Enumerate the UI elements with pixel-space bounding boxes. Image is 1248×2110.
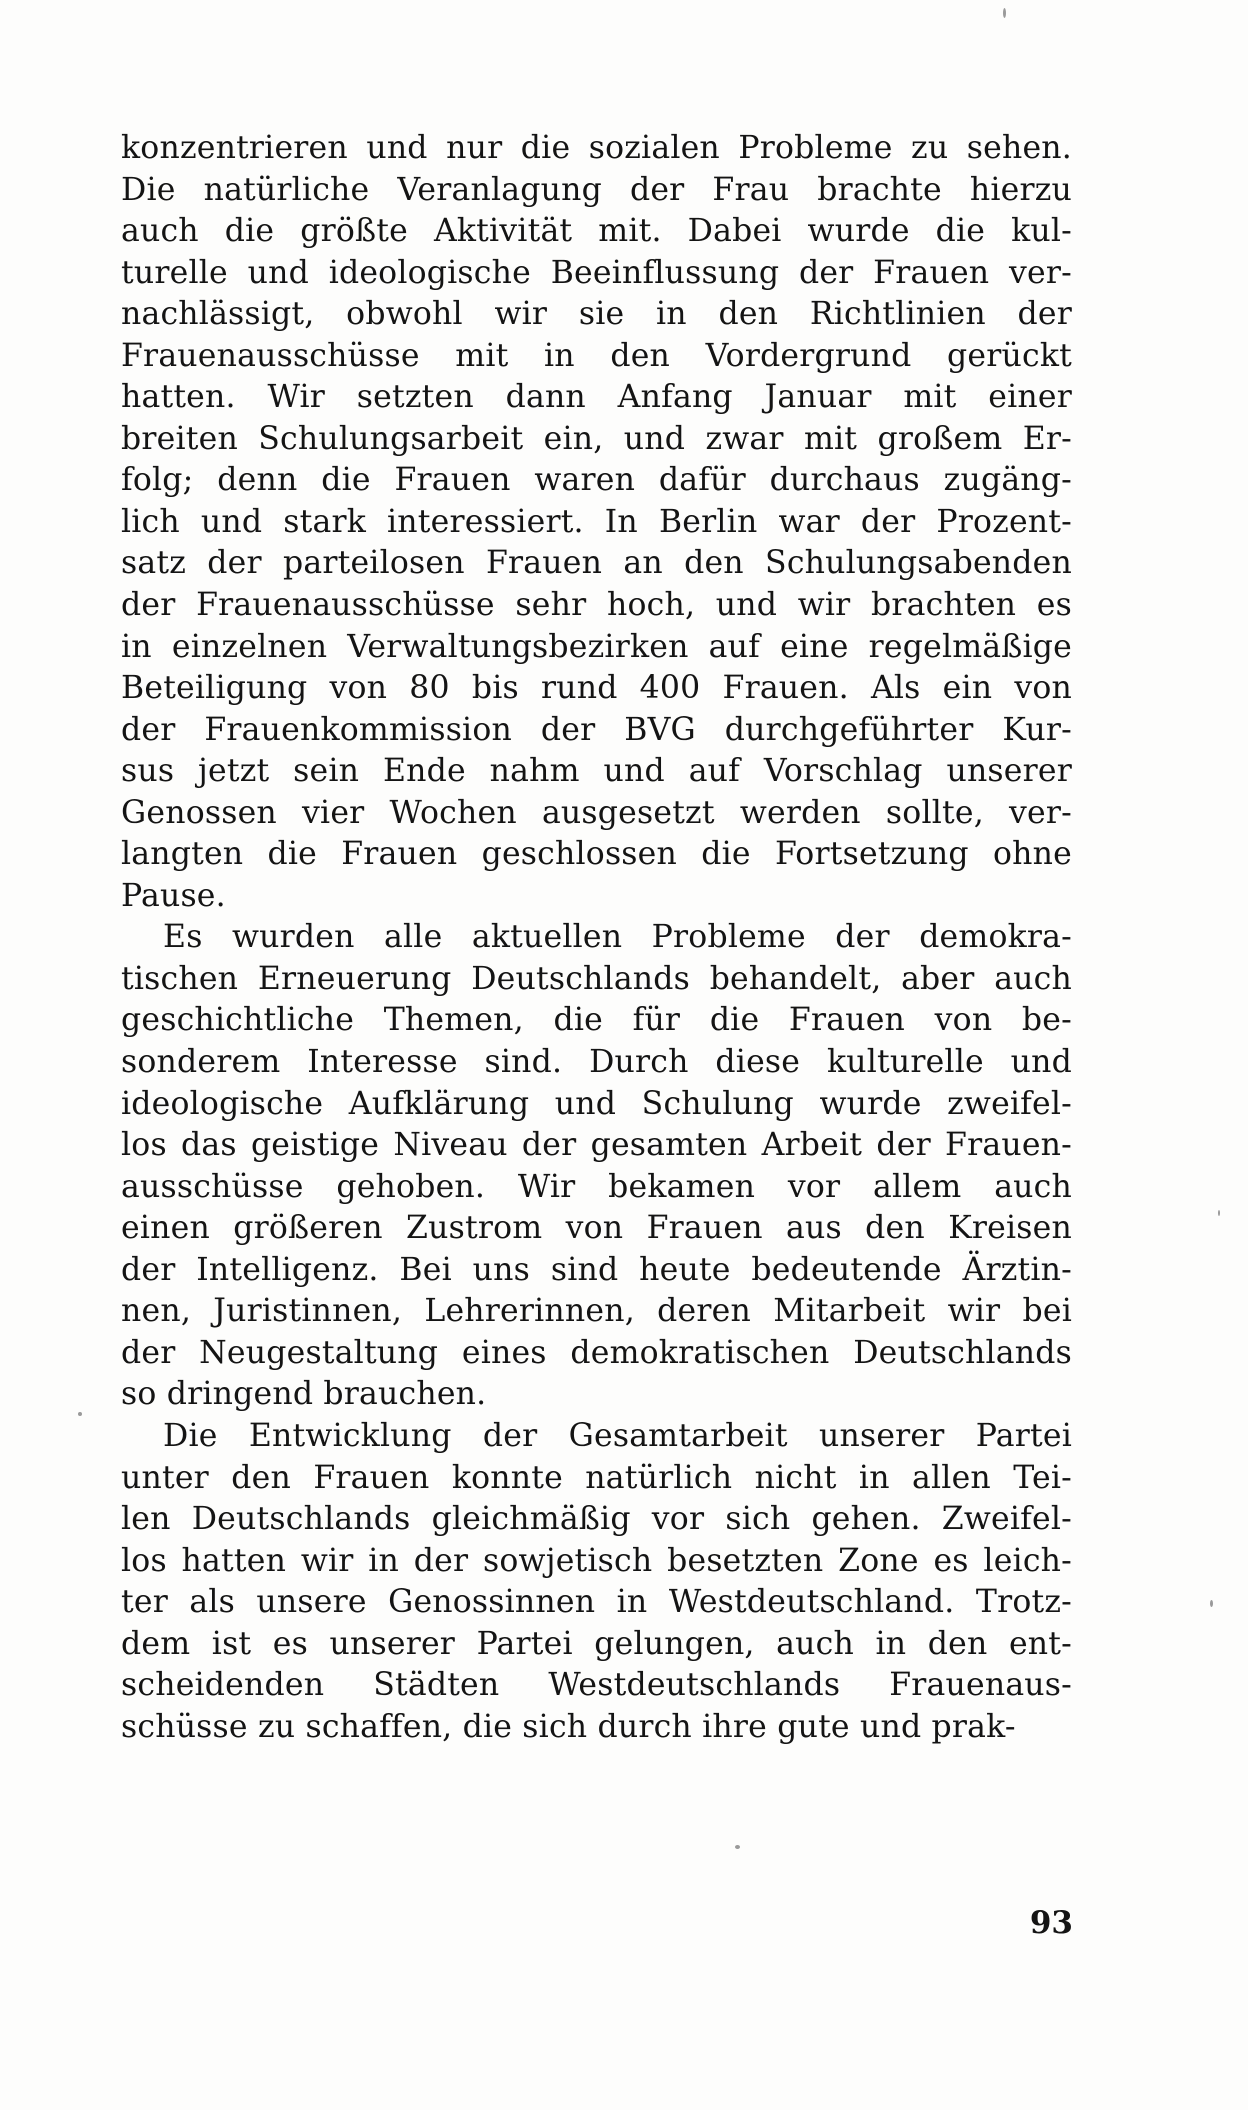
text-line: Beteiligung von 80 bis rund 400 Frauen. Als ein von — [121, 670, 1072, 707]
body-text — [121, 128, 1072, 1748]
text-line: scheidenden Städten Westdeutschlands Frauenaus- — [121, 1667, 1072, 1704]
text-line: Genossen vier Wochen ausgesetzt werden sollte, ver- — [121, 794, 1072, 831]
text-line: schüsse zu schaffen, die sich durch ihre gute und prak- — [121, 1708, 1016, 1745]
text-line: unter den Frauen konnte natürlich nicht in allen Tei- — [121, 1459, 1072, 1496]
scan-speck — [78, 1412, 82, 1416]
text-line: breiten Schulungsarbeit ein, und zwar mit großem Er- — [121, 420, 1072, 457]
text-line: dem ist es unserer Partei gelungen, auch in den ent- — [121, 1625, 1072, 1662]
text-line: ausschüsse gehoben. Wir bekamen vor allem auch — [121, 1168, 1072, 1205]
scan-speck — [1218, 1210, 1220, 1216]
text-line: ter als unsere Genossinnen in Westdeutschland. Trotz- — [121, 1584, 1072, 1621]
paragraph — [121, 128, 1072, 917]
text-line: los das geistige Niveau der gesamten Arbeit der Frauen- — [121, 1127, 1072, 1164]
text-line: hatten. Wir setzten dann Anfang Januar mit einer — [121, 379, 1072, 416]
text-line: der Frauenkommission der BVG durchgeführter Kur- — [121, 711, 1072, 748]
paragraph — [121, 1416, 1072, 1748]
text-line: Es wurden alle aktuellen Probleme der demokra- — [163, 919, 1072, 956]
text-line: konzentrieren und nur die sozialen Probleme zu sehen. — [121, 130, 1072, 166]
text-line: satz der parteilosen Frauen an den Schulungsabenden — [121, 545, 1072, 582]
text-line: in einzelnen Verwaltungsbezirken auf eine regelmäßige — [121, 628, 1072, 665]
text-line: sus jetzt sein Ende nahm und auf Vorschlag unserer — [121, 753, 1072, 790]
page-number: 93 — [1029, 1905, 1073, 1941]
text-line: lich und stark interessiert. In Berlin war der Prozent- — [121, 503, 1072, 540]
text-line: geschichtliche Themen, die für die Frauen von be- — [121, 1002, 1072, 1039]
text-line: so dringend brauchen. — [121, 1376, 487, 1413]
paragraph — [121, 917, 1072, 1416]
text-line: nen, Juristinnen, Lehrerinnen, deren Mitarbeit wir bei — [121, 1293, 1072, 1330]
text-line: sonderem Interesse sind. Durch diese kulturelle und — [121, 1044, 1072, 1081]
text-line: nachlässigt, obwohl wir sie in den Richtlinien der — [121, 296, 1072, 333]
text-line: der Neugestaltung eines demokratischen Deutschlands — [121, 1334, 1072, 1371]
text-line: Frauenausschüsse mit in den Vordergrund gerückt — [121, 337, 1072, 374]
text-line: Die Entwicklung der Gesamtarbeit unserer Partei — [163, 1417, 1072, 1454]
scan-speck — [735, 1845, 740, 1849]
text-line: los hatten wir in der sowjetisch besetzten Zone es leich- — [121, 1542, 1072, 1579]
text-line: ideologische Aufklärung und Schulung wurde zweifel- — [121, 1085, 1072, 1122]
text-line: tischen Erneuerung Deutschlands behandelt, aber auch — [121, 960, 1072, 997]
text-line: Die natürliche Veranlagung der Frau brachte hierzu — [121, 171, 1072, 208]
text-line: langten die Frauen geschlossen die Fortsetzung ohne — [121, 836, 1072, 873]
text-line: der Intelligenz. Bei uns sind heute bedeutende Ärztin- — [121, 1251, 1072, 1288]
scan-speck — [1210, 1600, 1213, 1607]
text-line: Pause. — [121, 877, 226, 914]
scan-speck — [1003, 8, 1006, 18]
text-line: turelle und ideologische Beeinflussung der Frauen ver- — [121, 254, 1072, 291]
text-line: einen größeren Zustrom von Frauen aus den Kreisen — [121, 1210, 1072, 1247]
text-line: der Frauenausschüsse sehr hoch, und wir brachten es — [121, 587, 1072, 624]
text-line: auch die größte Aktivität mit. Dabei wurde die kul- — [121, 213, 1072, 250]
text-line: folg; denn die Frauen waren dafür durchaus zugäng- — [121, 462, 1072, 499]
text-line: len Deutschlands gleichmäßig vor sich gehen. Zweifel- — [121, 1501, 1072, 1538]
